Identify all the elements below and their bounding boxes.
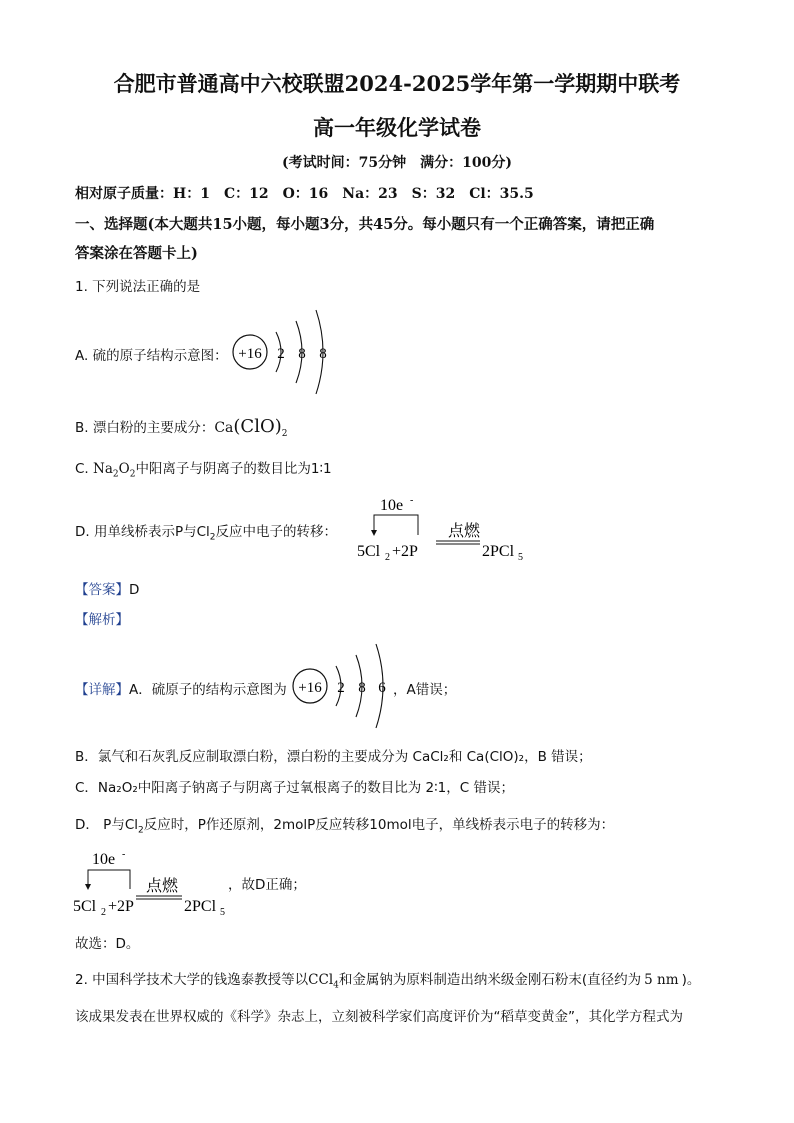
b-formula-sub: 2 [281,428,288,439]
detail-d-pre: D． P与Cl [75,817,139,833]
q2-formula: CCl [308,972,334,988]
detail-reactant-cl: 5Cl [73,898,97,915]
detail-d-conclusion: ，故D正确； [228,877,306,893]
detail-shell-1: 2 [337,680,345,696]
detail-d-post: 反应时，P作还原剂，2molP反应转移10mol电子，单线桥表示电子的转移为： [143,817,615,833]
detail-c: C．Na₂O₂中阳离子钠离子与阴离子过氧根离子的数目比为 2∶1，C 错误； [75,780,514,796]
title-line-1: 合肥市普通高中六校联盟2024-2025学年第一学期期中联考 [113,71,681,96]
electron-transfer-diagram-d [352,492,532,567]
c-formula-na: Na [93,461,113,477]
answer-value: D [129,582,140,598]
detail-electron-count: 10e [92,851,116,868]
detail-condition: 点燃 [146,878,179,895]
q2-end: )。 [681,972,701,988]
detail-reactant-p: +2P [108,898,134,915]
q2-pre: 2. 中国科学技术大学的钱逸泰教授等以 [75,972,309,988]
q2-formula-sub: 4 [333,980,339,991]
d-text-post: 反应中电子的转移： [215,524,338,540]
detail-a-text: A．硫原子的结构示意图为 [129,682,287,698]
detail-shell-3: 6 [378,680,386,696]
sulfur-atom-diagram [228,305,338,400]
q1-option-b-label: B. 漂白粉的主要成分： [75,420,215,436]
detail-a-post: ，A错误； [393,682,457,698]
sulfur-atom-diagram-detail [290,639,400,734]
q1-option-c-label: C. [75,461,94,477]
title-line-2: 高一年级化学试卷 [313,115,481,140]
nucleus-charge: +16 [238,346,262,362]
q2-size: 5 nm [644,972,679,988]
answer-line [75,578,139,598]
q2-line-2: 该成果发表在世界权威的《科学》杂志上，立刻被科学家们高度评价为“稻草变黄金”，其化学方程式为 [75,1009,683,1025]
q1-option-b [75,416,287,439]
detail-a-line [75,678,287,698]
atomic-mass-line: 相对原子质量：H：1 C：12 O：16 Na：23 S：32 Cl：35.5 [75,186,534,202]
q2-line-1 [75,968,700,991]
electron-sup: - [410,495,414,506]
product-pcl: 2PCl [482,543,515,560]
q2-post: 和金属钠为原料制造出纳米级金刚石粉末(直径约为 [338,972,642,988]
answer-tag: 【答案】 [75,582,129,598]
q1-option-c [75,457,332,480]
c-sub-2: 2 [129,469,136,480]
detail-product: 2PCl [184,898,217,915]
reactant-cl-sub: 2 [385,552,390,563]
detail-electron-sup: - [122,849,126,860]
electron-transfer-diagram-detail [70,848,240,920]
c-text: 中阳离子与阴离子的数目比为1∶1 [135,461,332,477]
detail-d-sub: 2 [138,825,144,836]
shell-count-2: 8 [298,346,306,362]
electron-count: 10e [380,497,404,514]
q1-option-d [75,520,337,543]
c-sub-1: 2 [112,469,119,480]
d-sub: 2 [209,532,216,543]
detail-d [75,813,614,836]
detail-product-sub: 5 [220,907,225,918]
exam-info: (考试时间：75分钟 满分：100分) [282,155,512,171]
section-heading-line-1: 一、选择题(本大题共15小题，每小题3分，共45分。每小题只有一个正确答案，请把正确 [75,216,655,233]
c-formula-o: O [118,461,130,477]
detail-tag: 【详解】 [75,682,129,698]
reaction-condition: 点燃 [448,523,481,540]
detail-shell-2: 8 [358,680,366,696]
final-answer: 故选：D。 [75,936,140,952]
product-sub: 5 [518,552,523,563]
detail-b: B．氯气和石灰乳反应制取漂白粉，漂白粉的主要成分为 CaCl₂和 Ca(ClO)₂，B 错误； [75,749,592,765]
q1-option-a-label: A. 硫的原子结构示意图： [75,348,228,364]
detail-nucleus: +16 [298,680,322,696]
b-formula-ca: Ca [214,420,234,436]
b-formula-group: (ClO) [233,416,282,437]
d-text-pre: D. 用单线桥表示P与Cl [75,524,210,540]
section-heading-line-2: 答案涂在答题卡上) [75,245,198,262]
shell-count-3: 8 [319,346,327,362]
q1-stem: 1. 下列说法正确的是 [75,279,201,295]
detail-reactant-sub: 2 [101,907,106,918]
shell-count-1: 2 [277,346,285,362]
analysis-tag: 【解析】 [75,612,129,628]
reactant-p: +2P [392,543,418,560]
reactant-cl: 5Cl [357,543,381,560]
